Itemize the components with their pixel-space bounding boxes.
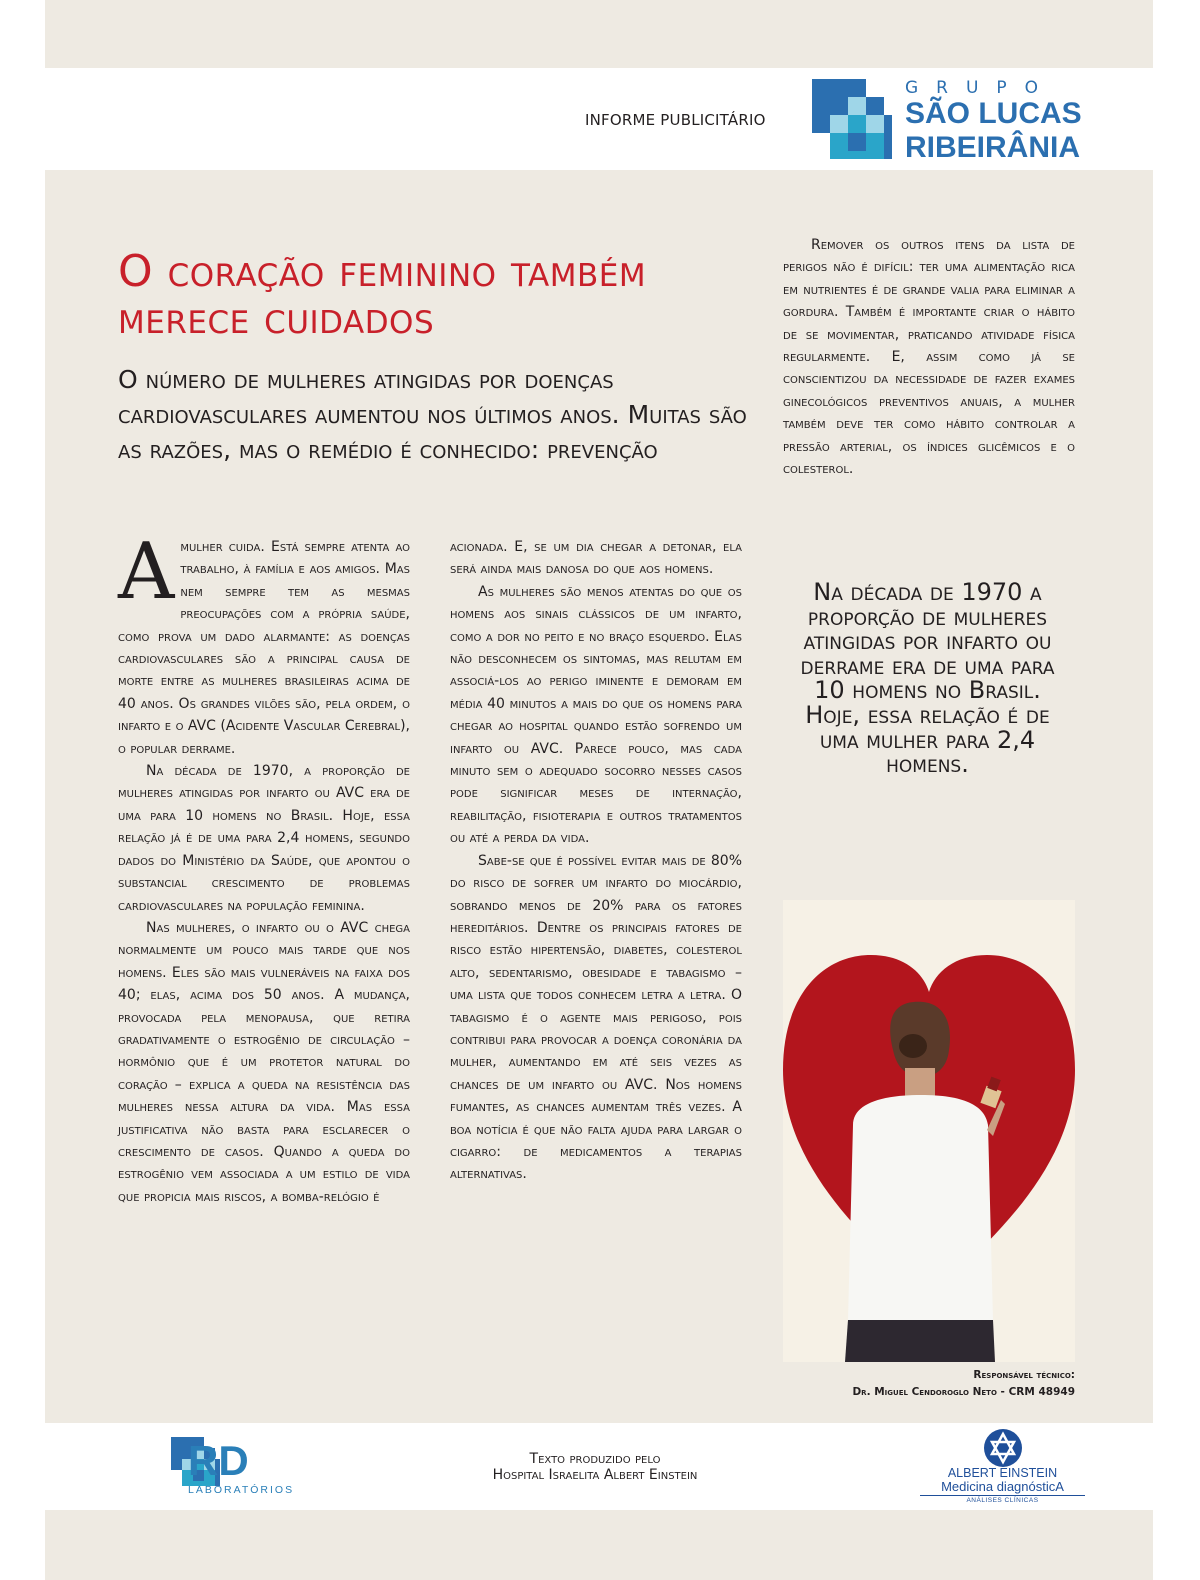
woman-painting-heart-photo [783,900,1075,1362]
logo-ribeirania-text: RIBEIRÂNIA [905,131,1081,164]
top-band [45,0,1153,68]
credit-line-1: Texto produzido pelo [529,1451,661,1467]
paragraph: Na década de 1970, a proporção de mulheres atingidas por infarto ou AVC era de uma para 10 homens no Brasil. Hoje, essa relação já é de uma para 2,4 homens, segundo dados do Ministério da Saúde, que apontou o substancial crescimento de problemas cardiovasculares na população feminina. [118,763,410,914]
paragraph-text: mulher cuida. Está sempre atenta ao trabalho, à família e aos amigos. Mas nem sempre tem as mesmas preocupações com a própria saúde, como prova um dado alarmante: as doenças cardiovasculares são a principal causa de morte entre as mulheres brasileiras acima de 40 anos. Os grandes vilões são, pela ordem, o infarto e o AVC (Acidente Vascular Cerebral), o popular derrame. [118,539,410,757]
article-subtitle: O número de mulheres atingidas por doenças cardiovasculares aumentou nos últimos anos. Muitas são as razões, mas o remédio é conhecido: prevenção [118,365,747,464]
rd-logo-text: RD [188,1437,249,1484]
logo-sao-lucas-text: SÃO LUCAS [905,97,1082,130]
article-column-2 [450,536,742,1186]
drop-cap: A [118,527,175,617]
paragraph: Nas mulheres, o infarto ou o AVC chega normalmente um pouco mais tarde que nos homens. Eles são mais vulneráveis na faixa dos 40; elas, acima dos 50 anos. A mudança, provocada pela menopausa, que retira gradativamente o estrogênio de circulação – hormônio que é um protetor natural do coração – explica a queda na resistência das mulheres nessa altura da vida. Mas essa justificativa não basta para esclarecer o crescimento de casos. Quando a queda do estrogênio vem associada a um estilo de vida que propicia mais riscos, a bomba-relógio é [118,919,410,1205]
paragraph: Sabe-se que é possível evitar mais de 80% do risco de sofrer um infarto do miocárdio, sobrando menos de 20% para os fatores hereditários. Dentre os principais fatores de risco estão hipertensão, diabetes, colesterol alto, sedentarismo, obesidade e tabagismo – uma lista que todos conhecem letra a letra. O tabagismo é o agente mais perigoso, pois contribui para provocar a doença coronária da mulher, aumentando em até seis vezes as chances de um infarto ou AVC. Nos homens fumantes, as chances aumentam três vezes. A boa notícia é que não falta ajuda para largar o cigarro: de medicamentos a terapias alternativas. [450,852,742,1183]
article-title: O coração feminino também merece cuidados [118,246,647,344]
paragraph: acionada. E, se um dia chegar a detonar, ela será ainda mais danosa do que aos homens. [450,539,742,578]
credit-line-2: Hospital Israelita Albert Einstein [492,1467,698,1483]
rd-laboratorios-text: LABORATÓRIOS [188,1484,295,1496]
responsible-name: Dr. Miguel Cendoroglo Neto - CRM 48949 [852,1386,1075,1398]
paragraph: Remover os outros itens da lista de perigos não é difícil: ter uma alimentação rica em nutrientes é de grande valia para eliminar a gordura. Também é importante criar o hábito de se movimentar, praticando atividade física regularmente. E, assim como já se conscientizou da necessidade de fazer exames ginecológicos preventivos anuais, a mulher também deve ter como hábito controlar a pressão arterial, os índices glicêmicos e o colesterol. [783,237,1075,478]
paragraph [118,527,410,760]
informe-publicitario-label: INFORME PUBLICITÁRIO [585,111,766,129]
einstein-analises-clinicas: ANÁLISES CLÍNICAS [966,1497,1039,1504]
einstein-subtitle: Medicina diagnósticA [920,1480,1085,1496]
einstein-name: ALBERT EINSTEIN [947,1466,1058,1480]
paragraph: As mulheres são menos atentas do que os homens aos sinais clássicos de um infarto, como a dor no peito e no braço esquerdo. Elas não desconhecem os sintomas, mas relutam em associá-los ao perigo iminente e demoram em média 40 minutos a mais do que os homens para chegar ao hospital quando estão sofrendo um infarto ou AVC. Parece pouco, mas cada minuto sem o adequado socorro nesses casos pode significar meses de internação, reabilitação, fisioterapia e outros tratamentos ou até a perda da vida. [450,583,742,847]
article-column-3 [783,234,1075,480]
responsible-label: Responsável técnico: [973,1369,1075,1381]
logo-grupo-text: GRUPO [905,78,1057,98]
pull-quote: Na década de 1970 a proporção de mulheres atingidas por infarto ou derrame era de uma para 10 homens no Brasil. Hoje, essa relação é de uma mulher para 2,4 homens. [800,578,1055,779]
einstein-star-icon [983,1428,1023,1468]
bottom-band [45,1510,1153,1580]
article-column-1 [118,527,410,1208]
